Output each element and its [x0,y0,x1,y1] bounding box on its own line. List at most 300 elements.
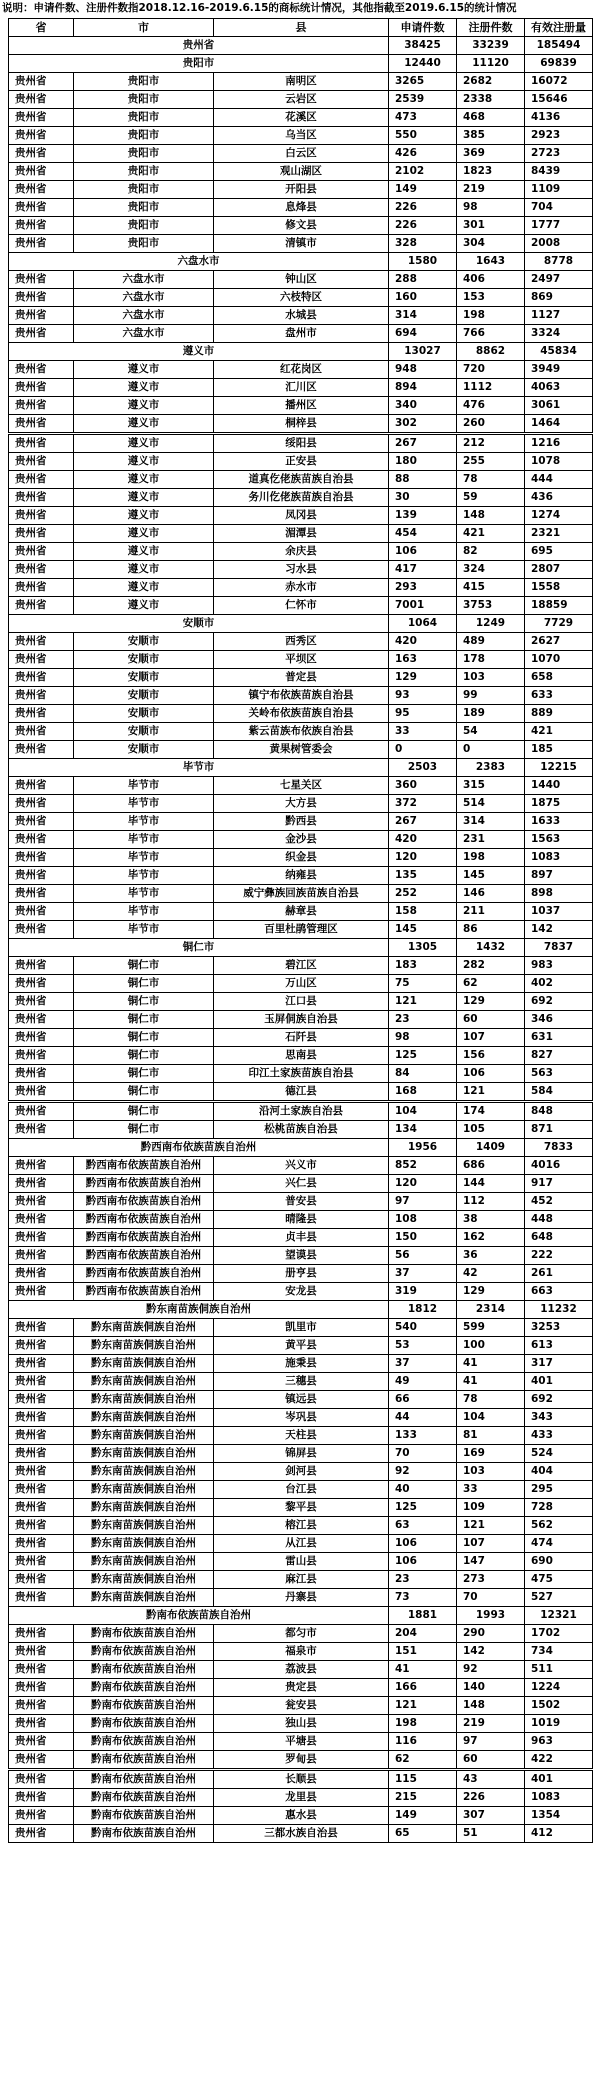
valid-registrations-cell: 1440 [525,777,593,795]
subtotal-label: 毕节市 [9,759,389,777]
valid-registrations-cell: 511 [525,1661,593,1679]
county-cell: 道真仡佬族苗族自治县 [214,471,389,489]
subtotal-value: 2503 [389,759,457,777]
registrations-cell: 51 [457,1825,525,1843]
applications-cell: 215 [389,1789,457,1807]
registrations-cell: 100 [457,1337,525,1355]
valid-registrations-cell: 343 [525,1409,593,1427]
table-row [9,1319,593,1337]
subtotal-row [9,1301,593,1319]
table-row [9,1211,593,1229]
city-cell: 黔东南苗族侗族自治州 [74,1445,214,1463]
registrations-cell: 406 [457,271,525,289]
subtotal-value: 7833 [525,1139,593,1157]
subtotal-value: 1993 [457,1607,525,1625]
registrations-cell: 78 [457,471,525,489]
county-cell: 岑巩县 [214,1409,389,1427]
registrations-cell: 109 [457,1499,525,1517]
registrations-cell: 78 [457,1391,525,1409]
valid-registrations-cell: 4063 [525,379,593,397]
subtotal-value: 1812 [389,1301,457,1319]
table-row [9,741,593,759]
registrations-cell: 129 [457,993,525,1011]
city-cell: 黔东南苗族侗族自治州 [74,1517,214,1535]
registrations-cell: 599 [457,1319,525,1337]
registrations-cell: 99 [457,687,525,705]
valid-registrations-cell: 2923 [525,127,593,145]
city-cell: 黔东南苗族侗族自治州 [74,1481,214,1499]
trademark-statistics-table [8,18,593,1843]
applications-cell: 121 [389,993,457,1011]
province-cell: 贵州省 [9,1175,74,1193]
applications-cell: 44 [389,1409,457,1427]
subtotal-value: 1064 [389,615,457,633]
valid-registrations-cell: 1633 [525,813,593,831]
applications-cell: 129 [389,669,457,687]
applications-cell: 106 [389,1553,457,1571]
county-cell: 丹寨县 [214,1589,389,1607]
table-row [9,993,593,1011]
registrations-cell: 36 [457,1247,525,1265]
city-cell: 贵阳市 [74,217,214,235]
valid-registrations-cell: 401 [525,1373,593,1391]
applications-cell: 420 [389,633,457,651]
province-cell: 贵州省 [9,1103,74,1121]
city-cell: 贵阳市 [74,163,214,181]
province-cell: 贵州省 [9,867,74,885]
table-row [9,1157,593,1175]
city-cell: 贵阳市 [74,235,214,253]
city-cell: 安顺市 [74,687,214,705]
county-cell: 麻江县 [214,1571,389,1589]
province-cell: 贵州省 [9,1825,74,1843]
county-cell: 凯里市 [214,1319,389,1337]
table-row [9,633,593,651]
county-cell: 湄潭县 [214,525,389,543]
county-cell: 汇川区 [214,379,389,397]
applications-cell: 70 [389,1445,457,1463]
registrations-cell: 112 [457,1193,525,1211]
city-cell: 遵义市 [74,415,214,433]
applications-cell: 73 [389,1589,457,1607]
registrations-cell: 103 [457,1463,525,1481]
city-cell: 黔西南布依族苗族自治州 [74,1157,214,1175]
subtotal-label: 安顺市 [9,615,389,633]
registrations-cell: 42 [457,1265,525,1283]
applications-cell: 23 [389,1011,457,1029]
table-row [9,597,593,615]
registrations-cell: 476 [457,397,525,415]
valid-registrations-cell: 4016 [525,1157,593,1175]
province-cell: 贵州省 [9,651,74,669]
province-cell: 贵州省 [9,921,74,939]
valid-registrations-cell: 1083 [525,849,593,867]
county-cell: 印江土家族苗族自治县 [214,1065,389,1083]
city-cell: 黔西南布依族苗族自治州 [74,1229,214,1247]
county-cell: 望谟县 [214,1247,389,1265]
valid-registrations-cell: 631 [525,1029,593,1047]
registrations-cell: 260 [457,415,525,433]
province-cell: 贵州省 [9,1427,74,1445]
table-row [9,1247,593,1265]
county-cell: 云岩区 [214,91,389,109]
applications-cell: 550 [389,127,457,145]
table-row [9,1825,593,1843]
city-cell: 遵义市 [74,579,214,597]
subtotal-value: 1643 [457,253,525,271]
applications-cell: 106 [389,543,457,561]
city-cell: 黔南布依族苗族自治州 [74,1625,214,1643]
registrations-cell: 290 [457,1625,525,1643]
province-cell: 贵州省 [9,1499,74,1517]
registrations-cell: 385 [457,127,525,145]
valid-registrations-cell: 734 [525,1643,593,1661]
valid-registrations-cell: 261 [525,1265,593,1283]
province-cell: 贵州省 [9,91,74,109]
county-cell: 乌当区 [214,127,389,145]
valid-registrations-cell: 185 [525,741,593,759]
province-cell: 贵州省 [9,831,74,849]
valid-registrations-cell: 3061 [525,397,593,415]
table-row [9,1409,593,1427]
registrations-cell: 3753 [457,597,525,615]
province-cell: 贵州省 [9,489,74,507]
province-cell: 贵州省 [9,543,74,561]
province-cell: 贵州省 [9,307,74,325]
registrations-cell: 314 [457,813,525,831]
table-row [9,73,593,91]
subtotal-value: 11120 [457,55,525,73]
table-row [9,1643,593,1661]
county-cell: 剑河县 [214,1463,389,1481]
subtotal-value: 1881 [389,1607,457,1625]
province-cell: 贵州省 [9,1661,74,1679]
province-cell: 贵州省 [9,1391,74,1409]
county-cell: 六枝特区 [214,289,389,307]
applications-cell: 340 [389,397,457,415]
city-cell: 遵义市 [74,507,214,525]
applications-cell: 97 [389,1193,457,1211]
applications-cell: 0 [389,741,457,759]
city-cell: 黔东南苗族侗族自治州 [74,1319,214,1337]
registrations-cell: 148 [457,507,525,525]
province-cell: 贵州省 [9,525,74,543]
table-row [9,235,593,253]
applications-cell: 894 [389,379,457,397]
table-row [9,795,593,813]
table-row [9,669,593,687]
valid-registrations-cell: 1070 [525,651,593,669]
registrations-cell: 766 [457,325,525,343]
column-header: 县 [214,19,389,37]
registrations-cell: 60 [457,1011,525,1029]
registrations-cell: 121 [457,1517,525,1535]
province-cell: 贵州省 [9,579,74,597]
registrations-cell: 211 [457,903,525,921]
table-row [9,831,593,849]
registrations-cell: 54 [457,723,525,741]
applications-cell: 319 [389,1283,457,1301]
province-cell: 贵州省 [9,1535,74,1553]
registrations-cell: 86 [457,921,525,939]
applications-cell: 115 [389,1771,457,1789]
county-cell: 长顺县 [214,1771,389,1789]
county-cell: 江口县 [214,993,389,1011]
city-cell: 黔东南苗族侗族自治州 [74,1409,214,1427]
city-cell: 贵阳市 [74,109,214,127]
registrations-cell: 1823 [457,163,525,181]
county-cell: 独山县 [214,1715,389,1733]
city-cell: 遵义市 [74,435,214,453]
registrations-cell: 140 [457,1679,525,1697]
applications-cell: 56 [389,1247,457,1265]
table-row [9,1807,593,1825]
valid-registrations-cell: 317 [525,1355,593,1373]
table-row [9,885,593,903]
registrations-cell: 105 [457,1121,525,1139]
city-cell: 黔南布依族苗族自治州 [74,1751,214,1769]
subtotal-value: 12215 [525,759,593,777]
subtotal-value: 1580 [389,253,457,271]
table-row [9,543,593,561]
province-cell: 贵州省 [9,1697,74,1715]
registrations-cell: 144 [457,1175,525,1193]
applications-cell: 104 [389,1103,457,1121]
county-cell: 西秀区 [214,633,389,651]
city-cell: 铜仁市 [74,1121,214,1139]
table-row [9,109,593,127]
table-row [9,1065,593,1083]
table-row [9,1445,593,1463]
table-row [9,867,593,885]
county-cell: 黄果树管委会 [214,741,389,759]
city-cell: 黔东南苗族侗族自治州 [74,1589,214,1607]
registrations-cell: 369 [457,145,525,163]
province-cell: 贵州省 [9,1589,74,1607]
table-row [9,1625,593,1643]
applications-cell: 84 [389,1065,457,1083]
county-cell: 德江县 [214,1083,389,1101]
county-cell: 余庆县 [214,543,389,561]
table-row [9,1751,593,1769]
applications-cell: 180 [389,453,457,471]
city-cell: 安顺市 [74,651,214,669]
county-cell: 石阡县 [214,1029,389,1047]
valid-registrations-cell: 18859 [525,597,593,615]
applications-cell: 37 [389,1265,457,1283]
city-cell: 遵义市 [74,379,214,397]
province-cell: 贵州省 [9,795,74,813]
table-row [9,163,593,181]
province-cell: 贵州省 [9,1715,74,1733]
county-cell: 三穗县 [214,1373,389,1391]
subtotal-row [9,55,593,73]
city-cell: 六盘水市 [74,307,214,325]
table-row [9,975,593,993]
table-row [9,145,593,163]
county-cell: 台江县 [214,1481,389,1499]
table-row [9,435,593,453]
province-cell: 贵州省 [9,1337,74,1355]
county-cell: 七星关区 [214,777,389,795]
valid-registrations-cell: 1777 [525,217,593,235]
table-row [9,489,593,507]
subtotal-value: 8862 [457,343,525,361]
county-cell: 罗甸县 [214,1751,389,1769]
city-cell: 黔南布依族苗族自治州 [74,1825,214,1843]
city-cell: 贵阳市 [74,127,214,145]
city-cell: 贵阳市 [74,91,214,109]
subtotal-label: 遵义市 [9,343,389,361]
table-row [9,1589,593,1607]
county-cell: 松桃苗族自治县 [214,1121,389,1139]
table-row [9,1265,593,1283]
table-row [9,453,593,471]
subtotal-value: 7729 [525,615,593,633]
province-cell: 贵州省 [9,507,74,525]
city-cell: 铜仁市 [74,1065,214,1083]
subtotal-value: 185494 [525,37,593,55]
applications-cell: 168 [389,1083,457,1101]
valid-registrations-cell: 692 [525,993,593,1011]
province-cell: 贵州省 [9,1029,74,1047]
province-cell: 贵州省 [9,379,74,397]
city-cell: 遵义市 [74,489,214,507]
province-cell: 贵州省 [9,1229,74,1247]
table-row [9,777,593,795]
subtotal-value: 33239 [457,37,525,55]
column-header: 有效注册量 [525,19,593,37]
province-cell: 贵州省 [9,1211,74,1229]
county-cell: 威宁彝族回族苗族自治县 [214,885,389,903]
valid-registrations-cell: 142 [525,921,593,939]
city-cell: 遵义市 [74,453,214,471]
table-row [9,1571,593,1589]
valid-registrations-cell: 2723 [525,145,593,163]
registrations-cell: 70 [457,1589,525,1607]
city-cell: 贵阳市 [74,181,214,199]
county-cell: 碧江区 [214,957,389,975]
valid-registrations-cell: 2497 [525,271,593,289]
subtotal-value: 38425 [389,37,457,55]
county-cell: 观山湖区 [214,163,389,181]
subtotal-value: 1305 [389,939,457,957]
table-row [9,921,593,939]
registrations-cell: 178 [457,651,525,669]
valid-registrations-cell: 663 [525,1283,593,1301]
county-cell: 黄平县 [214,1337,389,1355]
province-cell: 贵州省 [9,1481,74,1499]
registrations-cell: 324 [457,561,525,579]
table-row [9,1697,593,1715]
registrations-cell: 315 [457,777,525,795]
registrations-cell: 62 [457,975,525,993]
subtotal-value: 11232 [525,1301,593,1319]
city-cell: 贵阳市 [74,73,214,91]
applications-cell: 473 [389,109,457,127]
table-row [9,1517,593,1535]
city-cell: 黔西南布依族苗族自治州 [74,1247,214,1265]
valid-registrations-cell: 3253 [525,1319,593,1337]
subtotal-label: 黔南布依族苗族自治州 [9,1607,389,1625]
city-cell: 黔南布依族苗族自治州 [74,1733,214,1751]
city-cell: 遵义市 [74,471,214,489]
valid-registrations-cell: 448 [525,1211,593,1229]
province-cell: 贵州省 [9,1373,74,1391]
county-cell: 思南县 [214,1047,389,1065]
applications-cell: 41 [389,1661,457,1679]
province-cell: 贵州省 [9,325,74,343]
registrations-cell: 103 [457,669,525,687]
valid-registrations-cell: 704 [525,199,593,217]
table-row [9,1789,593,1807]
valid-registrations-cell: 3949 [525,361,593,379]
registrations-cell: 41 [457,1355,525,1373]
county-cell: 播州区 [214,397,389,415]
valid-registrations-cell: 1875 [525,795,593,813]
registrations-cell: 198 [457,307,525,325]
applications-cell: 49 [389,1373,457,1391]
valid-registrations-cell: 1224 [525,1679,593,1697]
valid-registrations-cell: 3324 [525,325,593,343]
province-cell: 贵州省 [9,1463,74,1481]
subtotal-value: 2314 [457,1301,525,1319]
applications-cell: 288 [389,271,457,289]
table-row [9,849,593,867]
applications-cell: 226 [389,217,457,235]
province-cell: 贵州省 [9,903,74,921]
applications-cell: 134 [389,1121,457,1139]
subtotal-row [9,1139,593,1157]
city-cell: 铜仁市 [74,1103,214,1121]
applications-cell: 149 [389,1807,457,1825]
province-cell: 贵州省 [9,199,74,217]
table-row [9,579,593,597]
province-cell: 贵州省 [9,1319,74,1337]
valid-registrations-cell: 474 [525,1535,593,1553]
county-cell: 黎平县 [214,1499,389,1517]
table-row [9,1715,593,1733]
registrations-cell: 104 [457,1409,525,1427]
table-row [9,813,593,831]
table-row [9,307,593,325]
subtotal-value: 12321 [525,1607,593,1625]
province-cell: 贵州省 [9,415,74,433]
province-cell: 贵州省 [9,741,74,759]
valid-registrations-cell: 584 [525,1083,593,1101]
county-cell: 水城县 [214,307,389,325]
city-cell: 黔西南布依族苗族自治州 [74,1193,214,1211]
registrations-cell: 301 [457,217,525,235]
subtotal-value: 1956 [389,1139,457,1157]
registrations-cell: 219 [457,181,525,199]
subtotal-value: 8778 [525,253,593,271]
applications-cell: 198 [389,1715,457,1733]
table-row [9,127,593,145]
valid-registrations-cell: 695 [525,543,593,561]
province-cell: 贵州省 [9,1771,74,1789]
subtotal-row [9,37,593,55]
county-cell: 玉屏侗族自治县 [214,1011,389,1029]
table-row [9,1175,593,1193]
valid-registrations-cell: 1109 [525,181,593,199]
city-cell: 毕节市 [74,885,214,903]
registrations-cell: 686 [457,1157,525,1175]
valid-registrations-cell: 295 [525,1481,593,1499]
province-cell: 贵州省 [9,289,74,307]
applications-cell: 328 [389,235,457,253]
registrations-cell: 162 [457,1229,525,1247]
